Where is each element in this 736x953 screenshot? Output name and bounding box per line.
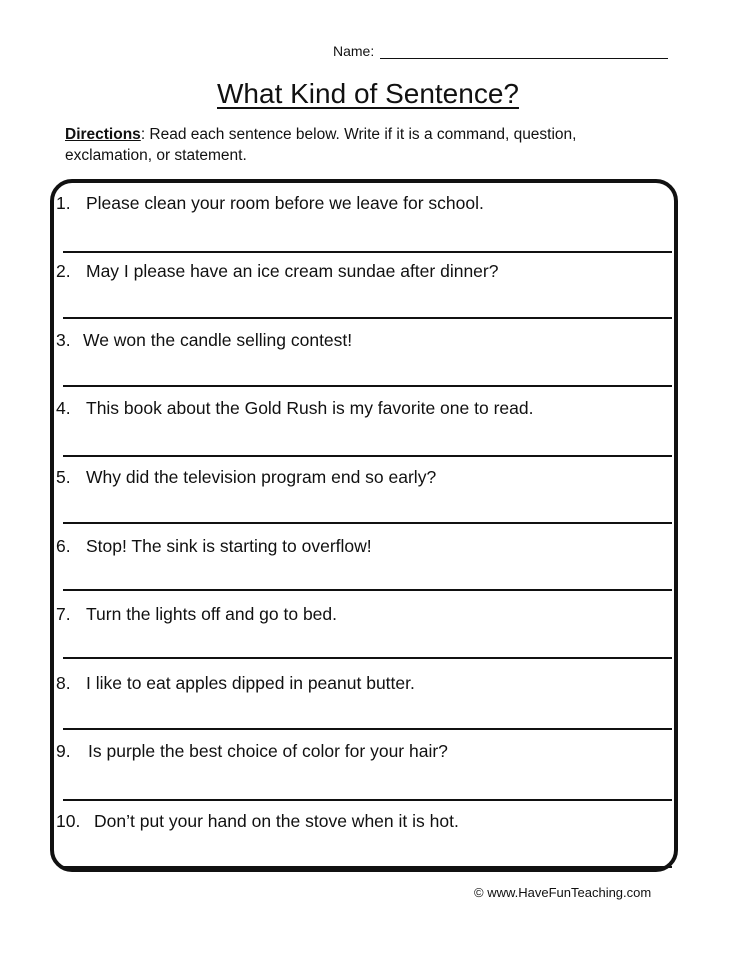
- item-text: Stop! The sink is starting to overflow!: [86, 536, 372, 556]
- item-number: 8.: [56, 673, 71, 693]
- questions-box: [50, 179, 678, 872]
- item-text: This book about the Gold Rush is my favorite one to read.: [86, 398, 534, 418]
- list-item: [56, 813, 459, 831]
- answer-line[interactable]: [63, 385, 672, 387]
- list-item: [56, 743, 448, 761]
- answer-line[interactable]: [63, 866, 672, 868]
- list-item: [56, 263, 498, 281]
- list-item: [56, 332, 352, 350]
- name-answer-line[interactable]: [380, 44, 668, 59]
- answer-line[interactable]: [63, 522, 672, 524]
- list-item: [56, 469, 436, 487]
- item-text: Is purple the best choice of color for your hair?: [88, 741, 448, 761]
- item-text: Why did the television program end so early?: [86, 467, 437, 487]
- item-number: 5.: [56, 467, 71, 487]
- item-number: 1.: [56, 193, 71, 213]
- copyright-notice: © www.HaveFunTeaching.com: [474, 885, 652, 900]
- item-text: We won the candle selling contest!: [83, 330, 353, 350]
- directions-label: Directions: [65, 126, 141, 143]
- answer-line[interactable]: [63, 799, 672, 801]
- answer-line[interactable]: [63, 317, 672, 319]
- answer-line[interactable]: [63, 589, 672, 591]
- directions: [65, 124, 665, 166]
- item-text: Please clean your room before we leave for school.: [86, 193, 484, 213]
- item-number: 7.: [56, 604, 71, 624]
- list-item: [56, 675, 415, 693]
- directions-text: : Read each sentence below. Write if it is a command, question, exclamation, or statement.: [65, 126, 577, 164]
- item-number: 4.: [56, 398, 71, 418]
- item-number: 2.: [56, 261, 71, 281]
- item-text: May I please have an ice cream sundae after dinner?: [86, 261, 499, 281]
- item-number: 3.: [56, 330, 71, 350]
- answer-line[interactable]: [63, 728, 672, 730]
- item-number: 10.: [56, 811, 81, 831]
- list-item: [56, 606, 337, 624]
- name-label: Name:: [333, 43, 375, 59]
- list-item: [56, 400, 533, 418]
- answer-line[interactable]: [63, 455, 672, 457]
- item-number: 9.: [56, 741, 71, 761]
- page-title: What Kind of Sentence?: [217, 78, 519, 109]
- answer-line[interactable]: [63, 657, 672, 659]
- answer-line[interactable]: [63, 251, 672, 253]
- name-field-row: [333, 43, 668, 59]
- list-item: [56, 538, 372, 556]
- list-item: [56, 195, 484, 213]
- item-text: Turn the lights off and go to bed.: [86, 604, 338, 624]
- item-text: Don’t put your hand on the stove when it is hot.: [94, 811, 459, 831]
- item-number: 6.: [56, 536, 71, 556]
- item-text: I like to eat apples dipped in peanut butter.: [86, 673, 415, 693]
